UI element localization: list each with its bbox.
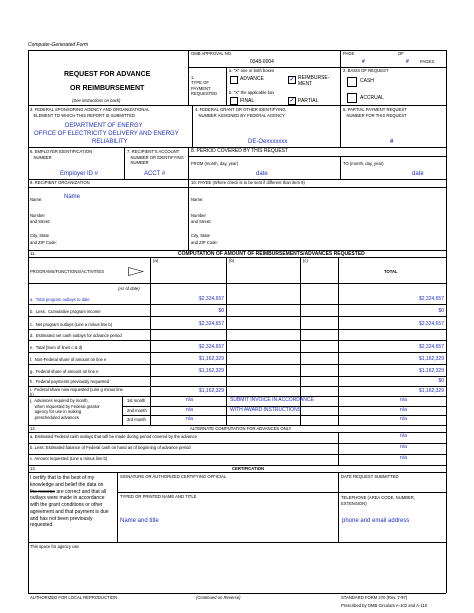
alternate-row-label: c. Amount requested (Line a minus line b): [30, 456, 108, 461]
section12-number: 12.: [30, 426, 36, 431]
divider: [122, 396, 123, 425]
omb-label: OMB APPROVAL NO.: [191, 51, 233, 56]
as-of-date-label: (As of date): [118, 286, 140, 291]
row-divider: [28, 352, 446, 353]
computation-row-label: h. Federal payments previously requested: [30, 379, 110, 384]
accrual-checkbox[interactable]: [347, 93, 357, 103]
agency-use-label: This space for agency use: [30, 544, 79, 549]
section11-title: COMPUTATION OF AMOUNT OF REIMBURSEMENTS/ADVANCES REQUESTED: [178, 251, 365, 257]
advance-label: ADVANCE: [240, 76, 264, 82]
arrow-right-icon: [128, 267, 144, 276]
divider: [117, 492, 446, 493]
divider: [226, 67, 227, 105]
divider: [340, 156, 341, 179]
cert-text-strike: the reverse: [30, 488, 56, 495]
row-divider: [28, 443, 446, 444]
month-label: 1st month: [127, 398, 146, 403]
account-number-value[interactable]: ACCT #: [144, 171, 166, 177]
section13-number: 13.: [30, 466, 36, 471]
divider: [338, 472, 339, 542]
top-border: [28, 50, 446, 51]
column-a-header: (a): [153, 258, 159, 263]
computation-row-col-a[interactable]: $2,324,657: [198, 344, 224, 350]
page-label: PAGE: [343, 51, 355, 56]
divider: [188, 147, 189, 179]
form-caption: Computer-Generated Form: [28, 42, 89, 48]
period-to-value[interactable]: date: [412, 171, 424, 177]
footer-prescribed: Prescribed by OMB Circulars A-102 and A-110: [341, 603, 428, 608]
computation-row-total[interactable]: $2,324,657: [418, 344, 444, 350]
column-c-header: (c): [303, 258, 308, 263]
row-divider: [28, 454, 446, 455]
cash-label: CASH: [360, 78, 374, 84]
computation-row-label: a. Total program outlays to date: [30, 297, 90, 302]
box10-label: 10. PAYEE (Where check is to be sent if different than item 9): [191, 180, 305, 185]
box3-label: 3. FEDERAL SPONSORING AGENCY AND ORGANIZATIONAL ELEMENT TO WHICH THIS REPORT IS SUBMITTED: [30, 107, 150, 118]
pages-label: PAGES: [420, 59, 435, 64]
footer-authorized: AUTHORIZED FOR LOCAL REPRODUCTION: [30, 595, 118, 600]
divider: [124, 147, 125, 179]
reimbursement-checkbox[interactable]: ✓: [289, 77, 295, 83]
final-checkbox[interactable]: [230, 97, 238, 105]
recipient-name-value[interactable]: Name: [64, 194, 81, 200]
box8-label: 8. PERIOD COVERED BY THIS REQUEST: [191, 148, 289, 154]
type-of-payment-label: 1. TYPE OF PAYMENT REQUESTED: [191, 75, 218, 96]
computation-row-col-a[interactable]: $1,162,329: [198, 388, 224, 394]
row-divider: [122, 415, 446, 416]
box4-label: 4. FEDERAL GRANT OR OTHER IDENTIFYING NUMBER ASSIGNED BY FEDERAL AGENCY: [195, 107, 286, 118]
page-value[interactable]: #: [362, 59, 365, 65]
grant-number-value[interactable]: DE-Oexxxxxxx: [248, 139, 288, 145]
sponsoring-agency-line3[interactable]: RELIABILITY: [92, 139, 128, 145]
divider: [192, 105, 193, 147]
column-total-header: TOTAL: [384, 269, 398, 274]
divider: [340, 105, 341, 147]
computation-row-label: i. Federal share now requested (Line g minus line h): [30, 387, 123, 398]
month-col-b[interactable]: WITH AWARD INSTRUCTIONS: [230, 407, 302, 413]
form-title-note: (See instructions on back): [72, 98, 121, 103]
computation-row-total[interactable]: $2,324,657: [418, 296, 444, 302]
section11-number: 11.: [30, 251, 36, 256]
cert-text-part2: are correct and that all outlays were made in accordance with the grant conditions or other agreement and that payment is due and has not been previously requested.: [30, 488, 109, 529]
computation-row-label: c. Net program outlays (Line a minus line b): [30, 322, 113, 327]
computation-row-col-a[interactable]: $1,162,329: [198, 356, 224, 362]
reimbursement-label: REIMBURSE- MENT: [298, 75, 330, 87]
computation-row-total[interactable]: $2,324,657: [418, 321, 444, 327]
computation-row-total[interactable]: $1,162,329: [418, 368, 444, 374]
telephone-value[interactable]: phone and email address: [342, 518, 410, 524]
telephone-label: TELEPHONE (AREA CODE, NUMBER, EXTENSION): [341, 495, 415, 506]
typed-name-label: TYPED OR PRINTED NAME AND TITLE: [120, 494, 197, 499]
sponsoring-agency-line1[interactable]: DEPARTMENT OF ENERGY: [65, 123, 143, 129]
cert-text-part1: I certify that to the best of my knowledge and belief the data on: [30, 475, 104, 488]
month-col-a[interactable]: n/a: [186, 407, 193, 413]
box1a-note: a. "X" one or both boxes: [229, 68, 275, 73]
typed-name-value[interactable]: Name and title: [120, 518, 159, 524]
alternate-row-value[interactable]: n/a: [400, 455, 407, 461]
month-total[interactable]: n/a: [400, 397, 407, 403]
bottom-border: [28, 593, 446, 594]
computation-row-col-a[interactable]: $0: [218, 308, 224, 314]
partial-payment-number-value[interactable]: #: [390, 139, 394, 145]
row-divider: [28, 316, 446, 317]
computation-row-total[interactable]: $0: [438, 308, 444, 314]
month-col-a[interactable]: n/a: [186, 397, 193, 403]
period-from-label: FROM (month, day, year): [191, 161, 239, 166]
partial-checkbox[interactable]: ✓: [289, 98, 295, 104]
month-total[interactable]: n/a: [400, 407, 407, 413]
sponsoring-agency-line2[interactable]: OFFICE OF ELECTRICITY DELIVERY AND ENERGY: [34, 131, 179, 137]
advance-checkbox[interactable]: [230, 76, 238, 84]
form-title-line1: REQUEST FOR ADVANCE: [64, 71, 151, 78]
computation-row-total[interactable]: $1,162,329: [418, 356, 444, 362]
right-border: [446, 50, 447, 593]
box9-label: 9. RECIPIENT ORGANIZATION: [30, 180, 90, 185]
month-label: 3rd month: [127, 417, 146, 422]
basis-of-request-label: 2. BASIS OF REQUEST: [343, 68, 389, 73]
partial-label: PARTIAL: [298, 98, 319, 104]
computation-row-label: f. Non-Federal share of amount on line e: [30, 357, 107, 362]
footer-continued: (Continued on Reverse): [196, 595, 241, 600]
row-divider: [28, 304, 446, 305]
divider: [28, 432, 446, 433]
divider: [338, 432, 339, 465]
left-border: [28, 50, 29, 593]
box6-label: 6. EMPLOYER IDENTIFICATION NUMBER: [30, 149, 93, 160]
month-label: 2nd month: [127, 408, 147, 413]
divider: [188, 205, 189, 250]
of-label: OF: [398, 51, 404, 56]
payee-city-label: City, State and ZIP Code:: [191, 233, 218, 245]
payee-name-label: Name:: [191, 197, 204, 202]
computation-row-label: b. Less: Cumulative program income: [30, 309, 101, 314]
row-divider: [28, 329, 446, 330]
form-title-line2: OR REIMBURSEMENT: [70, 85, 145, 92]
divider: [28, 257, 446, 258]
row-divider: [28, 364, 446, 365]
programs-label: PROGRAMS/FUNCTIONS/ACTIVITIES: [30, 269, 104, 274]
computation-row-col-a[interactable]: $2,324,657: [198, 296, 224, 302]
advances-by-month-label: j. Advances required by month, when requested by Federal grantor agency for use in making prescheduled advances: [30, 398, 100, 421]
recipient-city-label: City, State and ZIP Code:: [30, 233, 57, 245]
certification-text: [30, 475, 109, 529]
box7-label: 7. RECIPIENT'S ACCOUNT NUMBER OR IDENTIFYING NUMBER: [127, 149, 184, 166]
pages-value[interactable]: #: [406, 59, 409, 65]
certification-title: CERTIFICATION: [232, 466, 265, 471]
box5-label: 5. PARTIAL PAYMENT REQUEST NUMBER FOR THIS REQUEST: [343, 107, 407, 118]
divider: [28, 283, 446, 284]
employer-id-value[interactable]: Employer ID #: [60, 171, 99, 177]
month-total[interactable]: n/a: [400, 416, 407, 422]
divider: [28, 472, 446, 473]
alternate-row-value[interactable]: n/a: [400, 433, 407, 439]
alternate-row-label: a. Estimated Federal cash outlays that will be made during period covered by the advance: [30, 434, 197, 439]
row-divider: [28, 376, 446, 377]
omb-number: 0348-0004: [250, 59, 274, 65]
divider: [117, 472, 118, 542]
divider: [28, 187, 446, 188]
computation-row-label: d. Estimated net cash outlays for advance period: [30, 333, 122, 338]
computation-row-col-a[interactable]: $2,324,657: [198, 321, 224, 327]
month-col-a[interactable]: n/a: [186, 416, 193, 422]
date-submitted-label: DATE REQUEST SUBMITTED: [341, 474, 399, 479]
computation-row-total[interactable]: $1,162,329: [418, 388, 444, 394]
signature-label: SIGNATURE OR AUTHORIZED CERTIFYING OFFICIAL: [120, 474, 227, 479]
box1b-note: b. "X" the applicable box: [229, 90, 275, 95]
computation-row-label: g. Federal share of amount on line e: [30, 369, 99, 374]
divider: [188, 156, 446, 157]
period-from-value[interactable]: date: [256, 171, 268, 177]
footer-standard-form: STANDARD FORM 270 (Rev. 7-97): [341, 595, 408, 600]
recipient-street-label: Number and Street:: [30, 213, 51, 224]
alternate-row-label: b. Less: Estimated balance of Federal cash on hand as of beginning of advance period: [30, 445, 191, 450]
divider: [28, 105, 446, 106]
divider: [188, 50, 189, 105]
cash-checkbox[interactable]: [347, 77, 357, 87]
month-col-b[interactable]: SUBMIT INVOICE IN ACCORDANCE: [230, 397, 314, 403]
section12-title: ALTERNATE COMPUTATION FOR ADVANCES ONLY: [190, 426, 292, 431]
row-divider: [28, 340, 446, 341]
final-label: FINAL: [240, 98, 255, 104]
divider: [340, 50, 341, 105]
period-to-label: TO (month, day, year): [343, 161, 384, 166]
computation-row-total[interactable]: $0: [438, 378, 444, 384]
accrual-label: ACCRUAL: [360, 95, 384, 101]
payee-street-label: Number and Street:: [191, 213, 212, 224]
computation-row-col-a[interactable]: $1,162,329: [198, 368, 224, 374]
alternate-row-value[interactable]: n/a: [400, 444, 407, 450]
column-b-header: (b): [229, 258, 235, 263]
recipient-name-label: Name:: [30, 197, 43, 202]
computation-row-label: e. Total (Sum of lines c & d): [30, 345, 83, 350]
divider: [28, 542, 446, 543]
